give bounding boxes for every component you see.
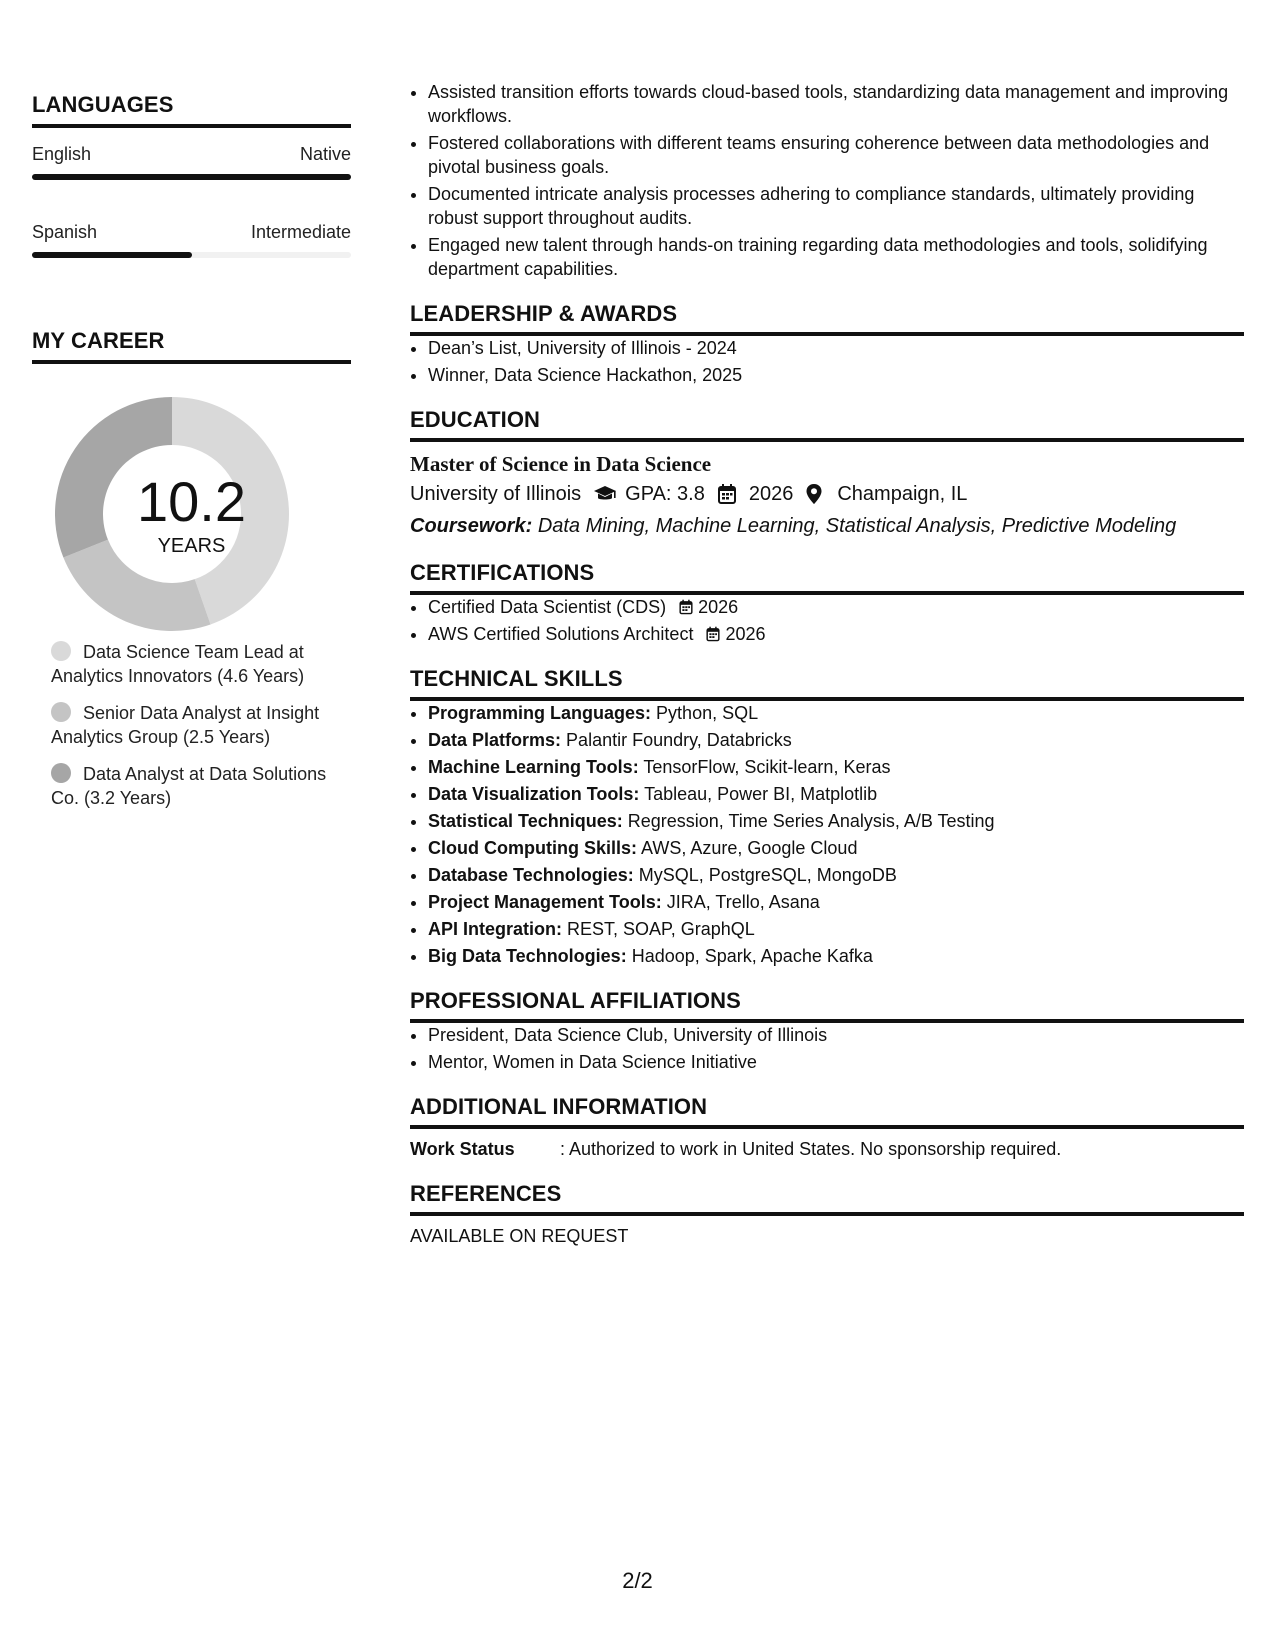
legend-swatch — [51, 763, 71, 783]
experience-bullet: • Engaged new talent through hands-on training regarding data methodologies and tools, solidifying department capabilities. — [428, 233, 1244, 281]
legend-item — [51, 762, 341, 810]
career-total-years: 10.2 — [137, 470, 246, 533]
map-pin-icon — [805, 483, 827, 505]
leadership-title: LEADERSHIP & AWARDS — [410, 301, 1244, 336]
career-legend — [32, 640, 341, 810]
certifications-title: CERTIFICATIONS — [410, 560, 1244, 595]
skill-item — [428, 728, 1244, 752]
education-gpa: GPA: 3.8 — [625, 483, 705, 505]
skill-label: Data Platforms: — [428, 730, 562, 750]
career-section — [32, 328, 351, 810]
education-section — [410, 407, 1244, 540]
education-details — [410, 480, 1244, 508]
affiliation-item: • President, Data Science Club, University of Illinois — [428, 1023, 1244, 1047]
certification-year: 2026 — [725, 624, 766, 644]
experience-bullets — [410, 80, 1244, 281]
certification-name: • AWS Certified Solutions Architect — [428, 624, 694, 644]
skill-item — [428, 701, 1244, 725]
legend-label: Data Science Team Lead at Analytics Innovators (4.6 Years) — [51, 642, 305, 686]
legend-label: Senior Data Analyst at Insight Analytics Group (2.5 Years) — [51, 703, 320, 747]
affiliations-list — [410, 1023, 1244, 1074]
language-item — [32, 220, 351, 258]
education-year: 2026 — [748, 483, 794, 505]
education-title: EDUCATION — [410, 407, 1244, 442]
skill-label: Cloud Computing Skills: — [428, 838, 637, 858]
language-proficiency-bar — [32, 174, 351, 180]
certifications-section — [410, 560, 1244, 646]
language-item — [32, 142, 351, 180]
skill-item — [428, 836, 1244, 860]
legend-swatch — [51, 702, 71, 722]
affiliation-item: • Mentor, Women in Data Science Initiative — [428, 1050, 1244, 1074]
skill-item — [428, 809, 1244, 833]
coursework-label: Coursework: — [410, 515, 533, 537]
experience-bullet: • Fostered collaborations with different teams ensuring coherence between data methodologies and pivotal business goals. — [428, 131, 1244, 179]
skill-value: REST, SOAP, GraphQL — [567, 919, 755, 939]
skills-title: TECHNICAL SKILLS — [410, 666, 1244, 701]
skill-value: JIRA, Trello, Asana — [666, 892, 820, 912]
skill-label: API Integration: — [428, 919, 562, 939]
experience-bullet: • Assisted transition efforts towards cloud-based tools, standardizing data management and improving workflows. — [428, 80, 1244, 128]
certification-item — [428, 595, 1244, 619]
skill-value: Palantir Foundry, Databricks — [566, 730, 792, 750]
skill-label: Database Technologies: — [428, 865, 634, 885]
education-coursework — [410, 512, 1244, 540]
affiliations-section — [410, 988, 1244, 1074]
language-name: English — [32, 144, 92, 164]
language-proficiency-fill — [32, 174, 351, 180]
additional-info-section — [410, 1094, 1244, 1161]
legend-item — [51, 640, 341, 688]
skill-item — [428, 863, 1244, 887]
references-section — [410, 1181, 1244, 1248]
calendar-icon — [717, 483, 739, 505]
education-school: University of Illinois — [410, 483, 582, 505]
language-level: Native — [299, 144, 351, 164]
skill-label: Machine Learning Tools: — [428, 757, 639, 777]
legend-label: Data Analyst at Data Solutions Co. (3.2 Years) — [51, 764, 327, 808]
skill-value: Tableau, Power BI, Matplotlib — [644, 784, 878, 804]
legend-item — [51, 701, 341, 749]
certification-year: 2026 — [698, 597, 739, 617]
skill-value: Python, SQL — [656, 703, 759, 723]
career-total-unit: YEARS — [157, 535, 226, 557]
right-column — [410, 80, 1244, 1248]
certifications-list — [410, 595, 1244, 646]
skill-item — [428, 917, 1244, 941]
language-name: Spanish — [32, 222, 98, 242]
skill-value: TensorFlow, Scikit-learn, Keras — [643, 757, 891, 777]
languages-section — [32, 92, 351, 258]
legend-swatch — [51, 641, 71, 661]
skill-item — [428, 755, 1244, 779]
language-proficiency-bar — [32, 252, 351, 258]
career-title: MY CAREER — [32, 328, 351, 364]
skills-list — [410, 701, 1244, 968]
references-title: REFERENCES — [410, 1181, 1244, 1216]
calendar-icon — [678, 599, 694, 615]
career-donut-chart — [32, 364, 351, 634]
education-location: Champaign, IL — [837, 483, 968, 505]
left-column — [32, 92, 351, 823]
skill-label: Big Data Technologies: — [428, 946, 627, 966]
skill-item — [428, 944, 1244, 968]
skill-value: AWS, Azure, Google Cloud — [641, 838, 858, 858]
language-level: Intermediate — [250, 222, 351, 242]
skill-item — [428, 890, 1244, 914]
work-status-label: Work Status — [410, 1139, 515, 1159]
skill-label: Data Visualization Tools: — [428, 784, 640, 804]
leadership-section — [410, 301, 1244, 387]
affiliations-title: PROFESSIONAL AFFILIATIONS — [410, 988, 1244, 1023]
calendar-icon — [705, 626, 721, 642]
work-status-row — [410, 1137, 1244, 1161]
education-degree: Master of Science in Data Science — [410, 452, 712, 476]
references-text: AVAILABLE ON REQUEST — [410, 1226, 629, 1246]
skill-item — [428, 782, 1244, 806]
language-proficiency-fill — [32, 252, 192, 258]
leadership-list — [410, 336, 1244, 387]
certification-item — [428, 622, 1244, 646]
leadership-item: • Winner, Data Science Hackathon, 2025 — [428, 363, 1244, 387]
skill-value: MySQL, PostgreSQL, MongoDB — [638, 865, 897, 885]
experience-bullet: • Documented intricate analysis processes adhering to compliance standards, ultimately providing robust support throughout audits. — [428, 182, 1244, 230]
coursework-list: Data Mining, Machine Learning, Statistical Analysis, Predictive Modeling — [537, 515, 1177, 537]
skill-value: Hadoop, Spark, Apache Kafka — [631, 946, 873, 966]
page-number: 2/2 — [622, 1568, 653, 1593]
leadership-item: • Dean’s List, University of Illinois - 2024 — [428, 336, 1244, 360]
graduation-cap-icon — [593, 483, 615, 505]
skill-value: Regression, Time Series Analysis, A/B Testing — [627, 811, 995, 831]
certification-name: • Certified Data Scientist (CDS) — [428, 597, 667, 617]
work-status-value: : Authorized to work in United States. No sponsorship required. — [560, 1139, 1062, 1159]
skill-label: Statistical Techniques: — [428, 811, 623, 831]
skill-label: Project Management Tools: — [428, 892, 662, 912]
additional-info-title: ADDITIONAL INFORMATION — [410, 1094, 1244, 1129]
skills-section — [410, 666, 1244, 968]
languages-title: LANGUAGES — [32, 92, 351, 128]
skill-label: Programming Languages: — [428, 703, 652, 723]
